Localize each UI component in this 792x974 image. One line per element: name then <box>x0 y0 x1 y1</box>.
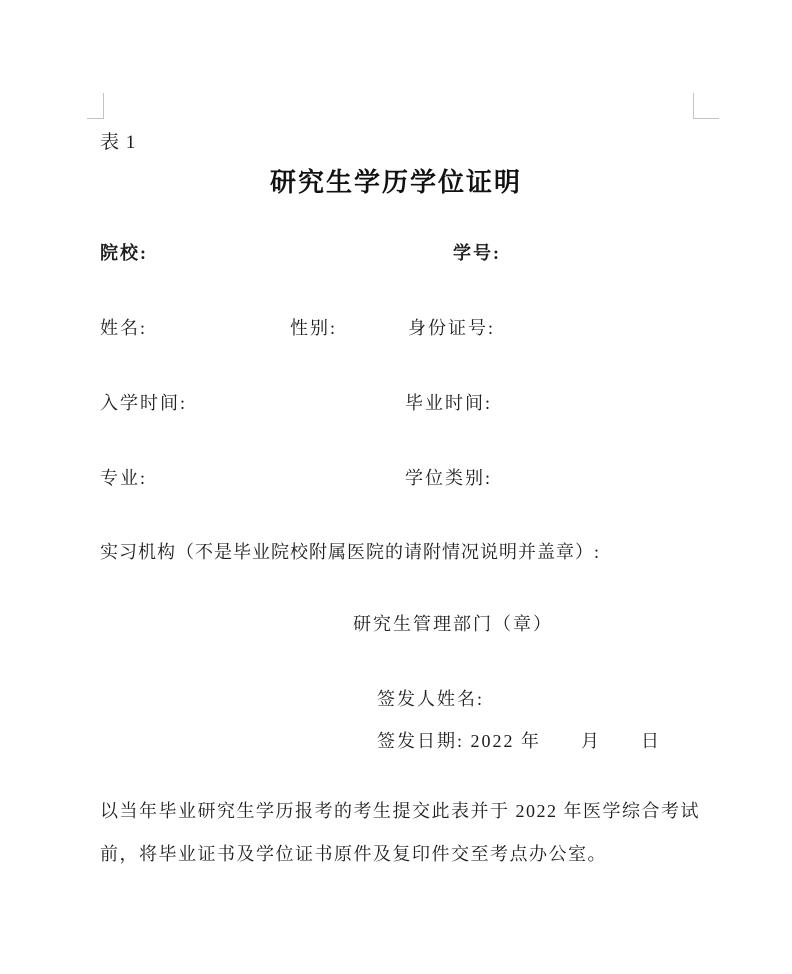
footer-note-line-1: 以当年毕业研究生学历报考的考生提交此表并于 2022 年医学综合考试 <box>100 801 700 821</box>
field-label-enrollment-time: 入学时间: <box>100 393 188 413</box>
field-label-major: 专业: <box>100 468 148 488</box>
field-label-institution: 院校: <box>100 243 148 263</box>
issue-date-line: 签发日期: 2022 年 月 日 <box>377 731 661 751</box>
field-label-graduation-time: 毕业时间: <box>405 393 493 413</box>
field-label-internship-org: 实习机构（不是毕业院校附属医院的请附情况说明并盖章）: <box>100 542 600 562</box>
stamp-line: 研究生管理部门（章） <box>353 614 553 634</box>
field-label-student-id: 学号: <box>453 243 501 263</box>
margin-crop-mark-top-left <box>87 93 104 119</box>
field-label-gender: 性别: <box>290 318 338 338</box>
table-label: 表 1 <box>100 132 137 153</box>
footer-note-line-2: 前，将毕业证书及学位证书原件及复印件交至考点办公室。 <box>100 844 607 864</box>
field-label-id-number: 身份证号: <box>408 318 496 338</box>
page-title: 研究生学历学位证明 <box>269 167 522 197</box>
issuer-name-label: 签发人姓名: <box>377 689 485 709</box>
field-label-name: 姓名: <box>100 318 148 338</box>
field-label-degree-type: 学位类别: <box>405 468 493 488</box>
margin-crop-mark-top-right <box>693 93 719 119</box>
